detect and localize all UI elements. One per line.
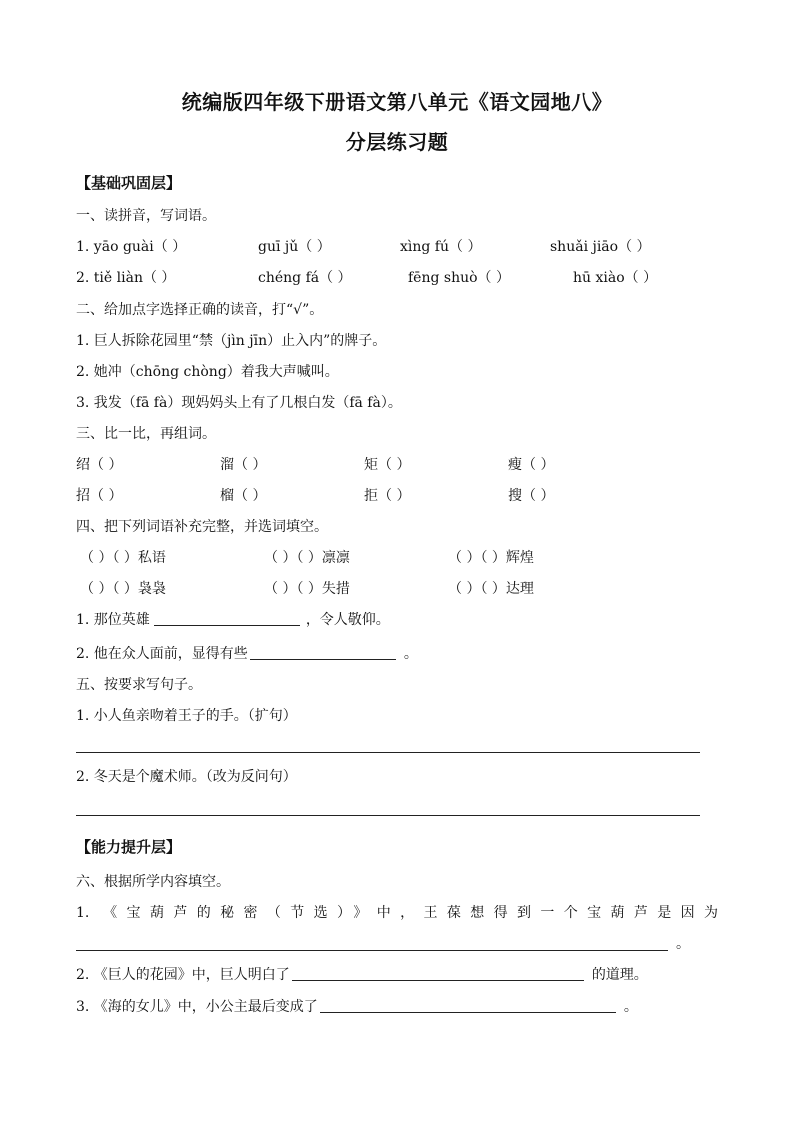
q5-item-2: 2. 冬天是个魔术师。（改为反问句）: [76, 769, 297, 785]
q3-item: 搜（ ）: [508, 488, 555, 504]
q3-item: 拒（ ）: [364, 488, 411, 504]
q6-item-3-prefix: 3. 《海的女儿》中，小公主最后变成了: [76, 999, 318, 1015]
answer-blank[interactable]: [292, 966, 584, 981]
q6-item-3: [76, 997, 638, 1017]
q6-item-2-suffix: 的道理。: [591, 967, 648, 983]
q1-item: hū xiào（ ）: [573, 270, 658, 286]
answer-line[interactable]: [76, 752, 700, 753]
q5-item-1: 1. 小人鱼亲吻着王子的手。（扩句）: [76, 708, 297, 724]
q1-item: xìng fú（ ）: [400, 239, 482, 255]
q3-item: 绍（ ）: [76, 457, 123, 473]
q6-heading: 六、根据所学内容填空。: [76, 874, 230, 890]
q2-item: 2. 她冲（chōng chòng）着我大声喊叫。: [76, 364, 339, 380]
q6-item-1: 1. 《宝葫芦的秘密（节选）》中，王葆想得到一个宝葫芦是因为: [76, 905, 718, 921]
page-subtitle: 分层练习题: [345, 130, 449, 154]
q3-item: 瘦（ ）: [508, 457, 555, 473]
q2-heading: 二、给加点字选择正确的读音，打“√”。: [76, 302, 324, 318]
q4-idiom: （ ）（ ）私语: [80, 550, 166, 566]
page-title: 统编版四年级下册语文第八单元《语文园地八》: [181, 90, 613, 114]
q4-fill-1: [76, 610, 390, 630]
q3-item: 矩（ ）: [364, 457, 411, 473]
q4-idiom: （ ）（ ）袅袅: [80, 581, 166, 597]
q1-item: chéng fá（ ）: [258, 270, 352, 286]
q1-item: guī jǔ（ ）: [258, 239, 331, 255]
q1-item: 1. yāo guài（ ）: [76, 239, 187, 255]
section-advanced-label: 【能力提升层】: [76, 838, 182, 856]
q4-idiom: （ ）（ ）辉煌: [448, 550, 534, 566]
q6-item-2-prefix: 2. 《巨人的花园》中，巨人明白了: [76, 967, 290, 983]
q1-item: 2. tiě liàn（ ）: [76, 270, 176, 286]
q3-item: 溜（ ）: [220, 457, 267, 473]
q1-item: fēng shuò（ ）: [408, 270, 510, 286]
q4-idiom: （ ）（ ）失措: [264, 581, 350, 597]
answer-blank[interactable]: [320, 998, 616, 1013]
q4-idiom: （ ）（ ）凛凛: [264, 550, 350, 566]
q4-idiom: （ ）（ ）达理: [448, 581, 534, 597]
q4-fill-1-prefix: 1. 那位英雄: [76, 612, 150, 628]
answer-line[interactable]: [76, 815, 700, 816]
q4-fill-2-suffix: 。: [403, 646, 418, 662]
q3-heading: 三、比一比，再组词。: [76, 426, 216, 442]
q4-fill-2-prefix: 2. 他在众人面前，显得有些: [76, 646, 248, 662]
q6-item-2: [76, 965, 648, 985]
q2-item: 1. 巨人拆除花园里“禁（jìn jīn）止入内”的牌子。: [76, 333, 387, 349]
answer-blank[interactable]: [154, 611, 300, 626]
q4-fill-2: [76, 644, 418, 664]
q4-fill-1-suffix: ，令人敬仰。: [305, 612, 390, 628]
q6-item-3-suffix: 。: [623, 999, 638, 1015]
answer-line[interactable]: [76, 950, 668, 951]
q3-item: 榴（ ）: [220, 488, 267, 504]
q4-heading: 四、把下列词语补充完整，并选词填空。: [76, 519, 328, 535]
q5-heading: 五、按要求写句子。: [76, 677, 202, 693]
section-basic-label: 【基础巩固层】: [76, 174, 182, 192]
q1-heading: 一、读拼音，写词语。: [76, 208, 216, 224]
q1-item: shuǎi jiāo（ ）: [550, 239, 651, 255]
q2-item: 3. 我发（fā fà）现妈妈头上有了几根白发（fā fà）。: [76, 395, 402, 411]
q6-item-1-end: 。: [676, 936, 690, 952]
q3-item: 招（ ）: [76, 488, 123, 504]
answer-blank[interactable]: [250, 645, 396, 660]
